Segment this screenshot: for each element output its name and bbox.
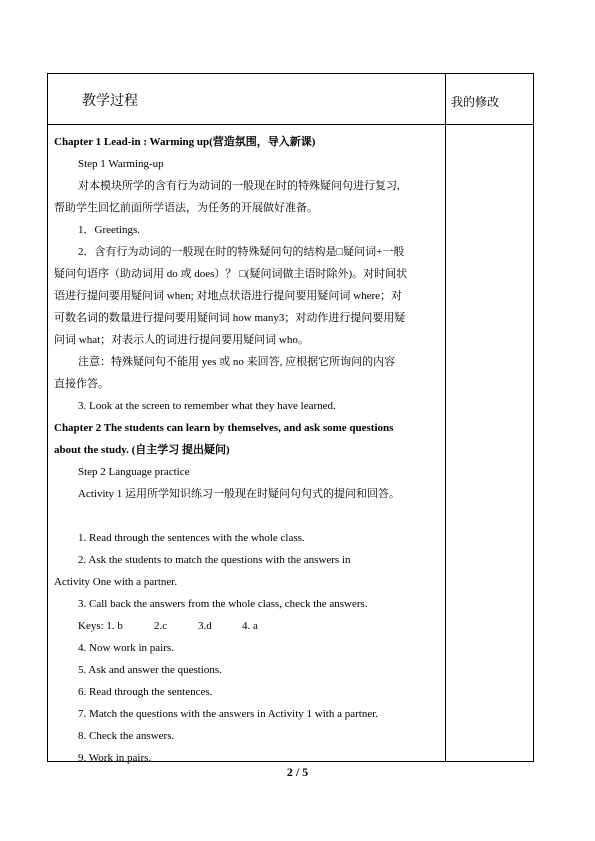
answer-keys <box>54 615 442 637</box>
item-greetings: 1．Greetings. <box>78 224 141 236</box>
lesson-body <box>54 131 442 769</box>
activity1-text: Activity 1 运用所学知识练习一般现在时疑问句句式的提问和回答。 <box>78 488 401 500</box>
item-look-screen: 3. Look at the screen to remember what they have learned. <box>78 400 336 412</box>
list-item: 4. Now work in pairs. <box>78 642 174 654</box>
key-3: 3.d <box>198 620 212 632</box>
item-structure-cont: 疑问句语序（助动词用 do 或 does）？ □(疑问词做主语时除外)。对时间状 <box>54 268 408 280</box>
list-item: 3. Call back the answers from the whole class, check the answers. <box>78 598 368 610</box>
blank-line <box>54 505 442 527</box>
list-item: 8. Check the answers. <box>78 730 175 742</box>
intro-text-cont: 帮助学生回忆前面所学语法，为任务的开展做好准备。 <box>54 202 318 214</box>
keys-label: Keys: 1. b <box>78 620 123 632</box>
item-structure-cont: 语进行提问要用疑问词 when; 对地点状语进行提问要用疑问词 where；对 <box>54 290 403 302</box>
chapter2-heading-cont: about the study. (自主学习 提出疑问) <box>54 444 230 456</box>
list-item: 1. Read through the sentences with the whole class. <box>78 532 305 544</box>
list-item-cont: Activity One with a partner. <box>54 576 178 588</box>
intro-text: 对本模块所学的含有行为动词的一般现在时的特殊疑问句进行复习, <box>78 180 400 192</box>
list-item: 2. Ask the students to match the questions with the answers in <box>78 554 351 566</box>
key-2: 2.c <box>154 620 168 632</box>
step1-heading: Step 1 Warming-up <box>78 158 164 170</box>
page-number: 2 / 5 <box>286 765 309 779</box>
lesson-table <box>47 73 534 762</box>
item-structure: 2．含有行为动词的一般现在时的特殊疑问句的结构是□疑问词+一般 <box>78 246 405 258</box>
item-structure-cont: 可数名词的数量进行提问要用疑问词 how many3；对动作进行提问要用疑 <box>54 312 406 324</box>
list-item: 5. Ask and answer the questions. <box>78 664 222 676</box>
chapter2-heading: Chapter 2 The students can learn by themselves, and ask some questions <box>54 422 394 434</box>
teaching-process-heading: 教学过程 <box>82 94 138 109</box>
chapter1-heading: Chapter 1 Lead-in : Warming up(营造氛围，导入新课) <box>54 136 316 148</box>
column-divider <box>445 74 446 761</box>
list-item: 6. Read through the sentences. <box>78 686 213 698</box>
note-text: 注意：特殊疑问句不能用 yes 或 no 来回答, 应根据它所询问的内容 <box>78 356 396 368</box>
list-item: 9. Work in pairs. <box>78 752 152 764</box>
list-item: 7. Match the questions with the answers in Activity 1 with a partner. <box>78 708 379 720</box>
key-4: 4. a <box>242 620 258 632</box>
note-text-cont: 直接作答。 <box>54 378 109 390</box>
header-divider <box>48 124 533 125</box>
my-revisions-heading: 我的修改 <box>451 95 500 109</box>
item-structure-cont: 问词 what；对表示人的词进行提问要用疑问词 who。 <box>54 334 309 346</box>
step2-heading: Step 2 Language practice <box>78 466 190 478</box>
